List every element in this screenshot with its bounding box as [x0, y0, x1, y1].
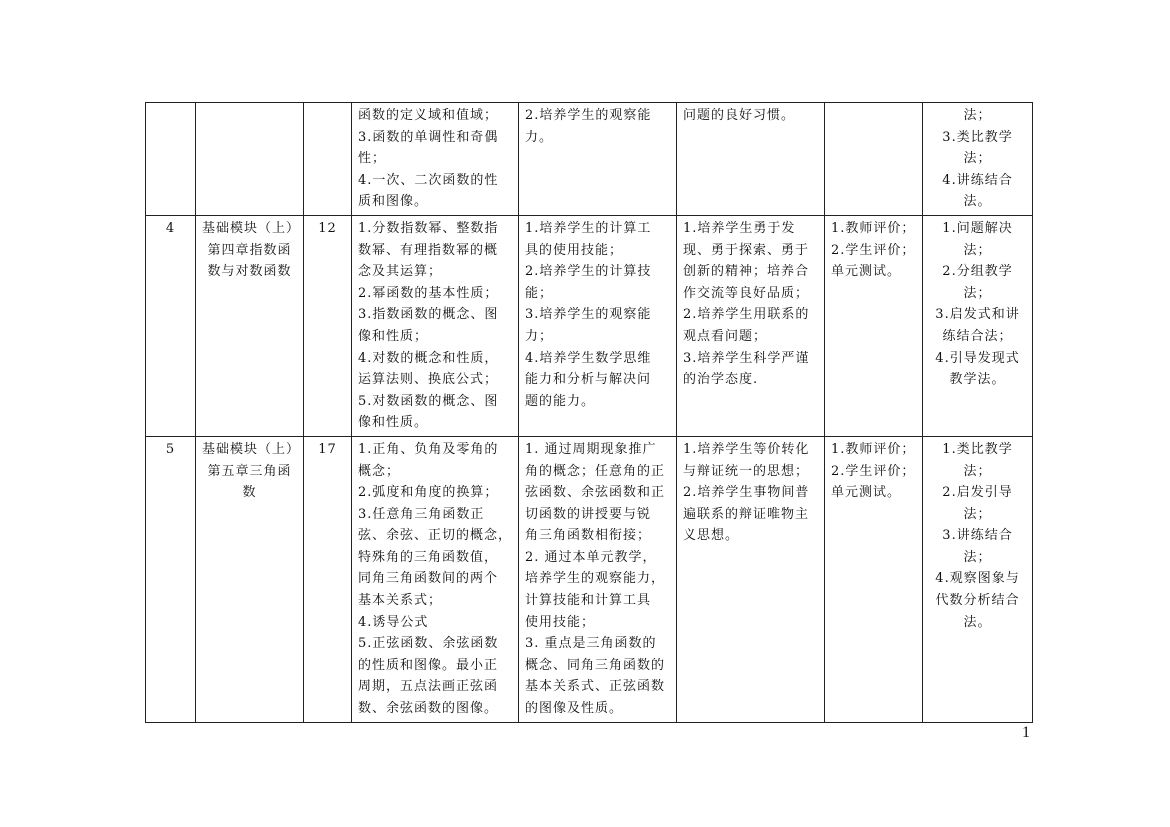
page-number: 1 — [1022, 724, 1030, 741]
cell-content-line: 5.对数函数的概念、图 — [358, 393, 499, 409]
cell-content-line: 4.对数的概念和性质， — [358, 350, 499, 366]
cell-ability-goals-line: 3.培养学生的观察能 — [525, 307, 652, 323]
table-row — [146, 215, 1033, 436]
cell-module-line: 第五章三角函 — [207, 463, 292, 479]
cell-content-line: 像和性质。 — [358, 415, 429, 431]
cell-assessment-line: 1.教师评价； — [831, 441, 916, 457]
cell-quality-goals-line: 遍联系的辩证唯物主 — [683, 506, 810, 522]
cell-quality-goals-line: 现、勇于探索、勇于 — [683, 242, 810, 258]
cell-unit-number: 5 — [146, 436, 196, 722]
cell-quality-goals-line: 义思想。 — [683, 528, 740, 544]
cell-quality-goals-line: 2.培养学生事物间普 — [683, 485, 810, 501]
cell-content-line: 4.一次、二次函数的性 — [358, 172, 499, 188]
cell-content-line: 5.正弦函数、余弦函数 — [358, 636, 499, 652]
cell-quality-goals-line: 与辩证统一的思想； — [683, 463, 810, 479]
cell-ability-goals-line: 的图像及性质。 — [525, 701, 624, 717]
cell-content-line: 2.幂函数的基本性质； — [358, 285, 499, 301]
cell-quality-goals — [677, 436, 825, 722]
cell-ability-goals-line: 3. 重点是三角函数的 — [525, 636, 657, 652]
cell-quality-goals-line: 的治学态度. — [683, 372, 759, 388]
cell-quality-goals-line: 1.培养学生等价转化 — [683, 441, 810, 457]
cell-content-line: 数幂、有理指数幂的概 — [358, 242, 499, 258]
cell-ability-goals-line: 4.培养学生数学思维 — [525, 350, 652, 366]
cell-teaching-method-line: 教学法。 — [949, 372, 1006, 388]
cell-content-line: 数、余弦函数的图像。 — [358, 701, 499, 717]
cell-module-line: 数 — [242, 485, 257, 501]
cell-unit-number — [146, 103, 196, 216]
cell-ability-goals-line: 2.培养学生的观察能 — [525, 108, 652, 123]
cell-ability-goals-line: 题的能力。 — [525, 393, 596, 409]
cell-content-line: 特殊角的三角函数值， — [358, 549, 499, 565]
cell-teaching-method-line: 3.讲练结合 — [942, 528, 1013, 544]
cell-ability-goals-line: 1.培养学生的计算工 — [525, 220, 652, 236]
cell-teaching-method-line: 法； — [963, 506, 992, 522]
cell-content-line: 1.分数指数幂、整数指 — [358, 220, 499, 236]
cell-content-line: 2.弧度和角度的换算； — [358, 485, 499, 501]
cell-content-line: 1.正角、负角及零角的 — [358, 441, 499, 457]
cell-module — [196, 215, 304, 436]
cell-ability-goals-line: 概念、同角三角函数的 — [525, 657, 666, 673]
cell-assessment-line: 单元测试。 — [831, 485, 902, 501]
cell-ability-goals-line: 2.培养学生的计算技 — [525, 264, 652, 280]
cell-teaching-method-line: 4.讲练结合 — [942, 172, 1013, 188]
cell-content-line: 念及其运算； — [358, 264, 443, 280]
cell-ability-goals — [519, 215, 677, 436]
cell-teaching-method-line: 3.类比教学 — [942, 129, 1013, 145]
cell-content — [352, 103, 519, 216]
cell-assessment-line: 单元测试。 — [831, 264, 902, 280]
cell-ability-goals-line: 基本关系式、正弦函数 — [525, 679, 666, 695]
cell-teaching-method-line: 1.类比教学 — [942, 441, 1013, 457]
cell-quality-goals-line: 1.培养学生勇于发 — [683, 220, 796, 236]
cell-ability-goals — [519, 103, 677, 216]
cell-content-line: 3.指数函数的概念、图 — [358, 307, 499, 323]
cell-hours: 12 — [304, 215, 352, 436]
cell-ability-goals-line: 切函数的讲授要与锐 — [525, 506, 652, 522]
cell-teaching-method-line: 4.引导发现式 — [935, 350, 1020, 366]
cell-ability-goals-line: 弦函数、余弦函数和正 — [525, 485, 666, 501]
cell-ability-goals-line: 能； — [525, 285, 554, 301]
cell-teaching-method-line: 练结合法； — [942, 328, 1013, 344]
cell-ability-goals — [519, 436, 677, 722]
cell-ability-goals-line: 计算技能和计算工具 — [525, 593, 652, 609]
cell-ability-goals-line: 能力和分析与解决问 — [525, 372, 652, 388]
cell-content-line: 质和图像。 — [358, 194, 429, 210]
cell-module-line: 数与对数函数 — [207, 264, 292, 280]
cell-assessment — [825, 436, 923, 722]
cell-module-line: 基础模块（上） — [202, 441, 301, 457]
cell-teaching-method-line: 法； — [963, 549, 992, 565]
cell-ability-goals-line: 培养学生的观察能力， — [525, 571, 666, 587]
cell-module-line: 第四章指数函 — [207, 242, 292, 258]
cell-teaching-method-line: 法。 — [963, 194, 992, 210]
cell-quality-goals — [677, 103, 825, 216]
curriculum-table — [145, 102, 1033, 723]
table-body — [146, 103, 1033, 723]
cell-content-line: 3.任意角三角函数正 — [358, 506, 485, 522]
cell-ability-goals-line: 力。 — [525, 129, 554, 145]
cell-content — [352, 215, 519, 436]
cell-teaching-method-line: 法； — [963, 242, 992, 258]
cell-unit-number: 4 — [146, 215, 196, 436]
cell-teaching-method-line: 法。 — [963, 614, 992, 630]
cell-content-line: 概念； — [358, 463, 401, 479]
cell-content-line: 性； — [358, 151, 387, 167]
cell-quality-goals-line: 2.培养学生用联系的 — [683, 307, 810, 323]
cell-ability-goals-line: 使用技能； — [525, 614, 596, 630]
cell-hours — [304, 103, 352, 216]
cell-content-line: 函数的定义域和值域； — [358, 108, 499, 123]
cell-teaching-method-line: 2.启发引导 — [942, 485, 1013, 501]
cell-ability-goals-line: 力； — [525, 328, 554, 344]
cell-hours: 17 — [304, 436, 352, 722]
cell-content-line: 周期，五点法画正弦函 — [358, 679, 499, 695]
cell-ability-goals-line: 具的使用技能； — [525, 242, 624, 258]
cell-module — [196, 436, 304, 722]
cell-module-line: 基础模块（上） — [202, 220, 301, 236]
cell-teaching-method-line: 1.问题解决 — [942, 220, 1013, 236]
cell-assessment-line: 2.学生评价； — [831, 242, 916, 258]
cell-content — [352, 436, 519, 722]
cell-ability-goals-line: 角的概念；任意角的正 — [525, 463, 666, 479]
table-row — [146, 103, 1033, 216]
cell-quality-goals-line: 问题的良好习惯。 — [683, 108, 796, 123]
cell-content-line: 3.函数的单调性和奇偶 — [358, 129, 499, 145]
cell-quality-goals — [677, 215, 825, 436]
cell-teaching-method-line: 法； — [963, 108, 992, 123]
cell-content-line: 同角三角函数间的两个 — [358, 571, 499, 587]
cell-teaching-method-line: 法； — [963, 151, 992, 167]
table-row — [146, 436, 1033, 722]
cell-module — [196, 103, 304, 216]
cell-teaching-method-line: 4.观察图象与 — [935, 571, 1020, 587]
cell-content-line: 弦、余弦、正切的概念， — [358, 528, 513, 544]
cell-quality-goals-line: 3.培养学生科学严谨 — [683, 350, 810, 366]
cell-teaching-method — [923, 103, 1033, 216]
cell-content-line: 基本关系式； — [358, 593, 443, 609]
cell-teaching-method-line: 法； — [963, 463, 992, 479]
cell-teaching-method — [923, 436, 1033, 722]
cell-content-line: 的性质和图像。最小正 — [358, 657, 499, 673]
cell-content-line: 像和性质； — [358, 328, 429, 344]
cell-teaching-method-line: 3.启发式和讲 — [935, 307, 1020, 323]
cell-ability-goals-line: 角三角函数相衔接； — [525, 528, 652, 544]
cell-assessment — [825, 103, 923, 216]
cell-content-line: 4.诱导公式 — [358, 614, 429, 630]
cell-content-line: 运算法则、换底公式； — [358, 372, 499, 388]
cell-ability-goals-line: 2. 通过本单元教学， — [525, 549, 657, 565]
cell-ability-goals-line: 1. 通过周期现象推广 — [525, 441, 657, 457]
cell-assessment-line: 2.学生评价； — [831, 463, 916, 479]
cell-teaching-method-line: 代数分析结合 — [935, 593, 1020, 609]
cell-quality-goals-line: 创新的精神；培养合 — [683, 264, 810, 280]
cell-teaching-method-line: 2.分组教学 — [942, 264, 1013, 280]
cell-quality-goals-line: 观点看问题； — [683, 328, 768, 344]
cell-assessment — [825, 215, 923, 436]
cell-quality-goals-line: 作交流等良好品质； — [683, 285, 810, 301]
cell-assessment-line: 1.教师评价； — [831, 220, 916, 236]
cell-teaching-method — [923, 215, 1033, 436]
cell-teaching-method-line: 法； — [963, 285, 992, 301]
